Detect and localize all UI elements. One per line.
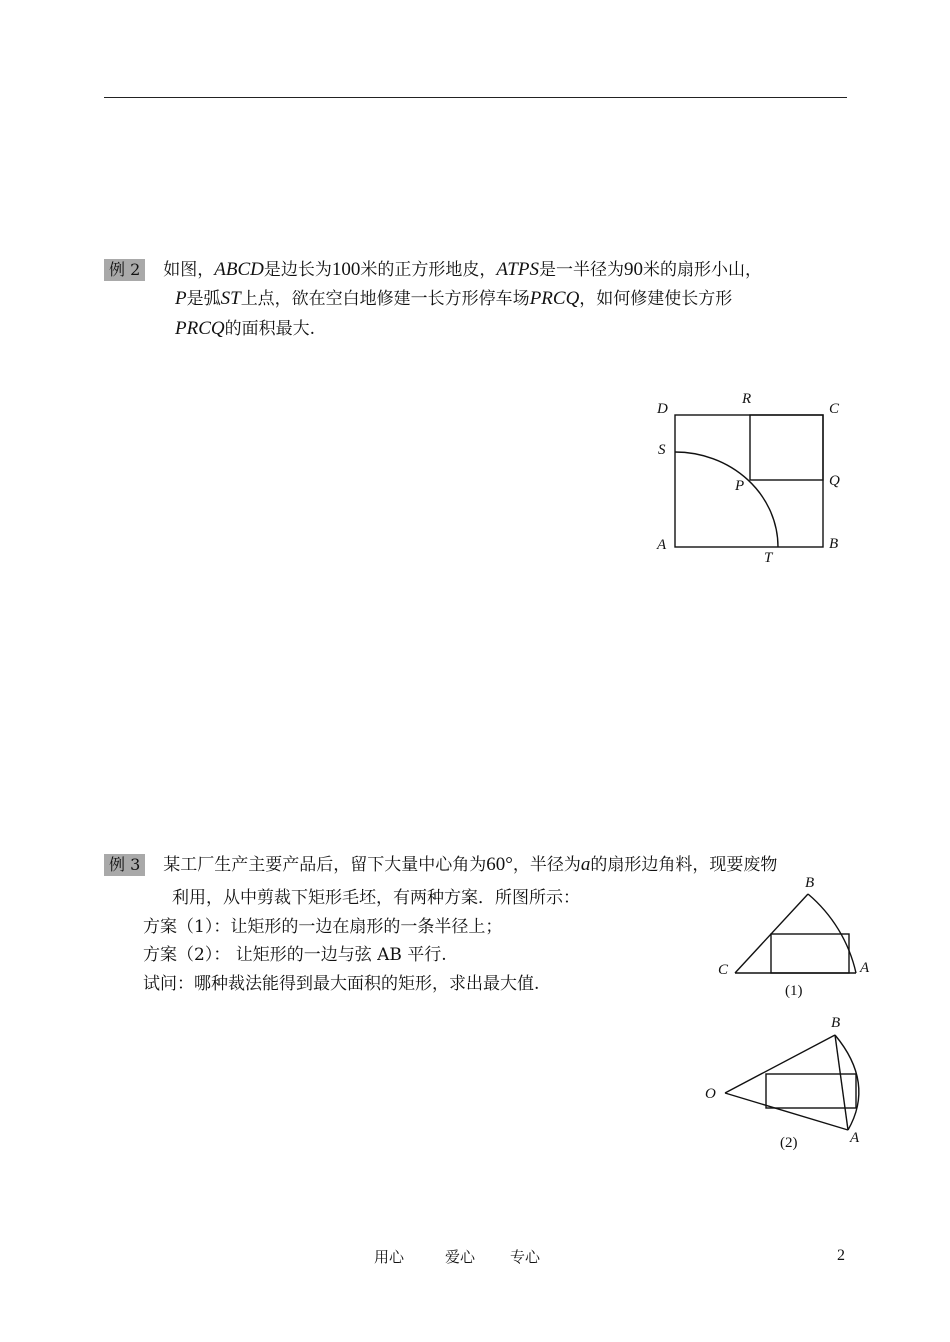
radius-ob — [725, 1035, 835, 1093]
label-t: T — [764, 550, 773, 566]
page-number: 2 — [837, 1247, 845, 1264]
arc-st — [675, 452, 778, 547]
label-r: R — [742, 391, 752, 407]
sector-figure-1 — [710, 870, 890, 1005]
footer-motto-3: 专心 — [510, 1248, 541, 1266]
example-2-tag: 例 2 — [104, 259, 145, 281]
sector-figure-2 — [700, 1010, 880, 1160]
inscribed-rectangle-1 — [771, 934, 849, 973]
label-a: A — [657, 537, 667, 553]
label-b: B — [831, 1015, 841, 1031]
label-o: O — [705, 1086, 716, 1102]
example-2-line-2: P是弧ST上点，欲在空白地修建一长方形停车场PRCQ，如何修建使长方形 — [175, 288, 733, 309]
example-3-line-5: 试问：哪种裁法能得到最大面积的矩形，求出最大值. — [143, 974, 540, 994]
label-q: Q — [829, 473, 840, 489]
footer-motto-1: 用心 — [374, 1248, 405, 1266]
label-d: D — [657, 401, 668, 417]
label-b: B — [829, 536, 839, 552]
label-s: S — [658, 442, 666, 458]
label-c: C — [718, 962, 729, 978]
example-2-line-1: 例 2 如图，ABCD是边长为100米的正方形地皮，ATPS是一半径为90米的扇形小山， — [104, 259, 762, 281]
example-3-line-4: 方案（2）： 让矩形的一边与弦 AB 平行. — [143, 945, 447, 965]
rectangle-prcq — [750, 415, 823, 480]
header-rule — [104, 97, 847, 98]
label-p: P — [735, 478, 745, 494]
caption-2: (2) — [780, 1135, 798, 1151]
arc-ab-2 — [835, 1035, 859, 1130]
example-3-line-3: 方案（1）：让矩形的一边在扇形的一条半径上； — [143, 917, 503, 937]
example-3-line-1: 例 3 某工厂生产主要产品后，留下大量中心角为60°，半径为a的扇形边角料，现要废物 — [104, 854, 777, 876]
label-c: C — [829, 401, 840, 417]
example-3-tag: 例 3 — [104, 854, 145, 876]
example-2-line-3: PRCQ的面积最大. — [175, 318, 316, 339]
footer-motto-2: 爱心 — [445, 1248, 476, 1266]
example-3-line-2: 利用，从中剪裁下矩形毛坯，有两种方案．所图所示： — [172, 888, 580, 908]
label-a: A — [860, 960, 870, 976]
square-arc-figure — [640, 385, 860, 570]
label-b: B — [805, 875, 815, 891]
label-a: A — [850, 1130, 860, 1146]
caption-1: (1) — [785, 983, 803, 999]
radius-oa — [725, 1093, 848, 1130]
